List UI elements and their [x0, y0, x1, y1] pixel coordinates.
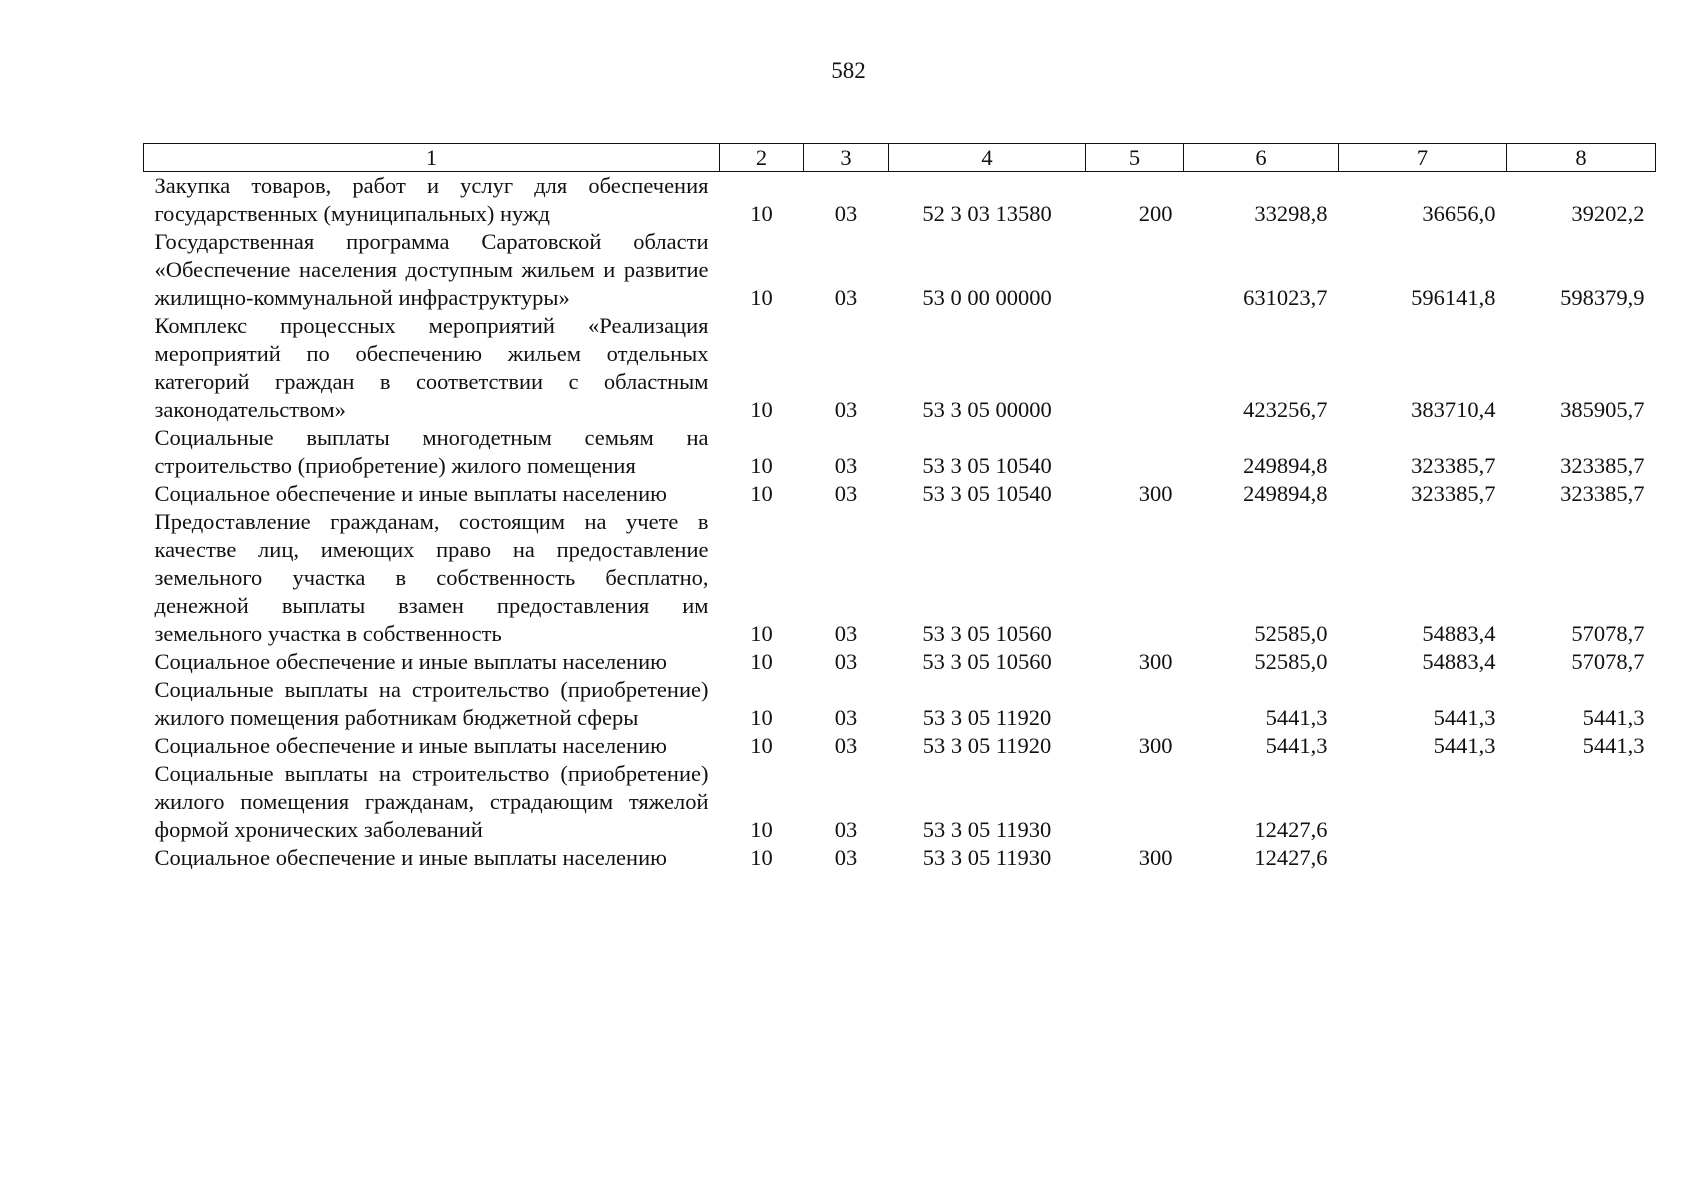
row-section: 10 [750, 285, 773, 310]
row-value-year-3: 5441,3 [1582, 705, 1645, 730]
header-row [144, 144, 1656, 172]
row-target-item: 52 3 03 13580 [922, 201, 1052, 226]
row-target-item: 53 3 05 11930 [922, 845, 1052, 870]
table-row [144, 732, 1656, 760]
row-expense-type: 200 [1138, 201, 1173, 226]
row-subsection: 03 [834, 453, 858, 478]
page-number: 582 [831, 58, 866, 83]
row-expense-type: 300 [1138, 845, 1173, 870]
row-value-year-2: 323385,7 [1411, 453, 1496, 478]
table-row [144, 480, 1656, 508]
row-subsection: 03 [834, 285, 858, 310]
row-value-year-2: 54883,4 [1422, 649, 1496, 674]
row-value-year-1: 423256,7 [1243, 397, 1328, 422]
row-subsection: 03 [834, 817, 858, 842]
row-value-year-3: 385905,7 [1560, 397, 1645, 422]
table-row [144, 760, 1656, 844]
row-target-item: 53 3 05 00000 [922, 397, 1052, 422]
row-section: 10 [750, 705, 773, 730]
table-row [144, 172, 1656, 229]
row-subsection: 03 [834, 621, 858, 646]
row-value-year-3: 57078,7 [1571, 649, 1645, 674]
row-value-year-3: 323385,7 [1560, 481, 1645, 506]
header-col-4: 4 [889, 144, 1086, 172]
row-value-year-2: 323385,7 [1411, 481, 1496, 506]
row-subsection: 03 [834, 649, 858, 674]
table-row [144, 508, 1656, 648]
row-section: 10 [750, 481, 773, 506]
row-description: Социальные выплаты на строительство (приобретение) жилого помещения гражданам, страдающим тяжелой формой хронических заболеваний [154, 761, 709, 842]
table-body [144, 172, 1656, 873]
row-description: Социальное обеспечение и иные выплаты населению [154, 481, 667, 506]
row-subsection: 03 [834, 201, 858, 226]
row-subsection: 03 [834, 733, 858, 758]
row-expense-type [1086, 228, 1184, 312]
row-description: Социальное обеспечение и иные выплаты населению [154, 845, 667, 870]
row-section: 10 [750, 621, 773, 646]
row-value-year-1: 52585,0 [1254, 649, 1328, 674]
header-col-2: 2 [720, 144, 804, 172]
row-value-year-2: 5441,3 [1433, 733, 1496, 758]
row-value-year-3: 5441,3 [1582, 733, 1645, 758]
row-expense-type [1086, 760, 1184, 844]
row-expense-type [1086, 312, 1184, 424]
row-value-year-1: 33298,8 [1254, 201, 1328, 226]
row-expense-type [1086, 424, 1184, 480]
row-value-year-1: 5441,3 [1265, 733, 1328, 758]
header-col-8: 8 [1507, 144, 1656, 172]
row-section: 10 [750, 649, 773, 674]
row-value-year-2: 54883,4 [1422, 621, 1496, 646]
row-value-year-1: 5441,3 [1265, 705, 1328, 730]
row-value-year-1: 249894,8 [1243, 453, 1328, 478]
table-row [144, 676, 1656, 732]
row-value-year-1: 12427,6 [1254, 817, 1328, 842]
row-section: 10 [750, 397, 773, 422]
budget-table [143, 143, 1656, 872]
row-value-year-1: 52585,0 [1254, 621, 1328, 646]
row-description: Предоставление гражданам, состоящим на учете в качестве лиц, имеющих право на предоставление земельного участка в собственность бесплатно, денежной выплаты взамен предоставления им земельного участка в собственность [154, 509, 709, 646]
row-target-item: 53 3 05 11920 [922, 733, 1052, 758]
row-value-year-2: 36656,0 [1422, 201, 1496, 226]
row-section: 10 [750, 817, 773, 842]
row-description: Социальное обеспечение и иные выплаты населению [154, 733, 667, 758]
row-description: Социальные выплаты многодетным семьям на строительство (приобретение) жилого помещения [154, 425, 709, 478]
row-expense-type: 300 [1138, 733, 1173, 758]
row-value-year-2 [1339, 844, 1507, 872]
row-subsection: 03 [834, 705, 858, 730]
table-row [144, 648, 1656, 676]
row-expense-type [1086, 508, 1184, 648]
row-value-year-2 [1339, 760, 1507, 844]
header-col-3: 3 [804, 144, 889, 172]
table-row [144, 844, 1656, 872]
row-description: Социальные выплаты на строительство (приобретение) жилого помещения работникам бюджетной сферы [154, 677, 709, 730]
row-subsection: 03 [834, 845, 858, 870]
row-description: Комплекс процессных мероприятий «Реализация мероприятий по обеспечению жильем отдельных категорий граждан в соответствии с областным законодательством» [154, 313, 709, 422]
row-target-item: 53 3 05 10560 [922, 621, 1052, 646]
header-col-6: 6 [1184, 144, 1339, 172]
table-row [144, 228, 1656, 312]
row-value-year-3 [1507, 760, 1656, 844]
row-value-year-2: 5441,3 [1433, 705, 1496, 730]
table-row [144, 312, 1656, 424]
row-value-year-3 [1507, 844, 1656, 872]
row-expense-type: 300 [1138, 481, 1173, 506]
header-col-1: 1 [144, 144, 720, 172]
table-row [144, 424, 1656, 480]
header-col-7: 7 [1339, 144, 1507, 172]
header-col-5: 5 [1086, 144, 1184, 172]
row-target-item: 53 0 00 00000 [922, 285, 1052, 310]
row-value-year-3: 323385,7 [1560, 453, 1645, 478]
row-target-item: 53 3 05 10560 [922, 649, 1052, 674]
row-target-item: 53 3 05 11930 [922, 817, 1052, 842]
row-value-year-3: 39202,2 [1571, 201, 1645, 226]
row-description: Закупка товаров, работ и услуг для обеспечения государственных (муниципальных) нужд [154, 173, 709, 226]
row-value-year-1: 249894,8 [1243, 481, 1328, 506]
row-value-year-2: 383710,4 [1411, 397, 1496, 422]
row-value-year-3: 598379,9 [1560, 285, 1645, 310]
row-value-year-2: 596141,8 [1411, 285, 1496, 310]
row-value-year-3: 57078,7 [1571, 621, 1645, 646]
row-section: 10 [750, 845, 773, 870]
row-target-item: 53 3 05 10540 [922, 481, 1052, 506]
row-value-year-1: 631023,7 [1243, 285, 1328, 310]
row-target-item: 53 3 05 10540 [922, 453, 1052, 478]
row-expense-type [1086, 676, 1184, 732]
row-subsection: 03 [834, 481, 858, 506]
row-description: Социальное обеспечение и иные выплаты населению [154, 649, 667, 674]
row-subsection: 03 [834, 397, 858, 422]
row-value-year-1: 12427,6 [1254, 845, 1328, 870]
row-target-item: 53 3 05 11920 [922, 705, 1052, 730]
row-section: 10 [750, 453, 773, 478]
row-description: Государственная программа Саратовской области «Обеспечение населения доступным жильем и развитие жилищно-коммунальной инфраструктуры» [154, 229, 709, 310]
row-expense-type: 300 [1138, 649, 1173, 674]
row-section: 10 [750, 733, 773, 758]
row-section: 10 [750, 201, 773, 226]
